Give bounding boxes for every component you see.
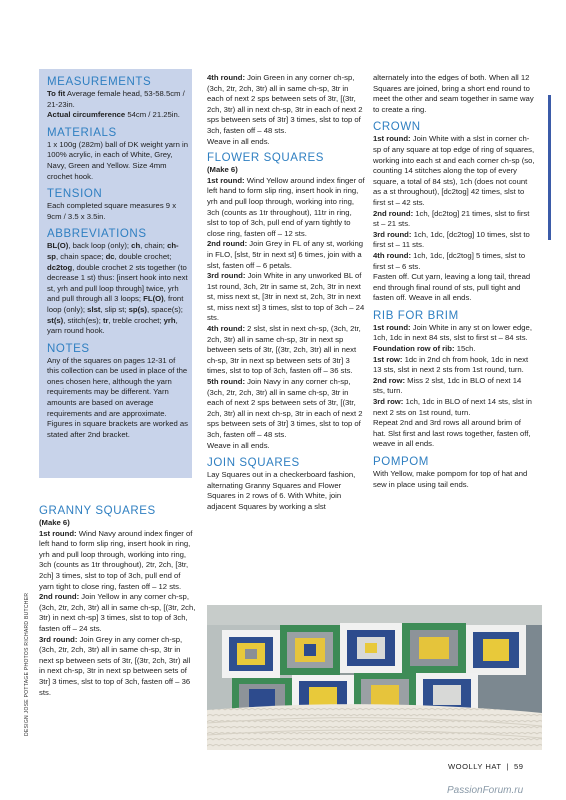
- round-text: 1dc in 2nd ch from hook, 1dc in next 13 sts, slst in next 2 sts from 1st round, turn.: [373, 354, 529, 375]
- round-label: 1st round:: [373, 134, 411, 144]
- round-text: 2 slst, slst in next ch-sp, (3ch, 2tr, 2ch, 3tr) all in same ch-sp, 3tr in next sp between sets of 3tr, [(3tr, 2ch, 3tr) all in next ch-sp, 3tr in next sp between sets of 3tr] 3 times, slst to top of 3ch, fasten off – 36 sts.: [207, 324, 361, 376]
- abbreviation-definition: , double crochet 2 sts together (to decrease 1 st) thus: [insert hook into next st, yrh and pull loop through] twice, yrh and pull through all 3 loops;: [47, 262, 188, 304]
- abbreviation-term: ch: [131, 241, 141, 251]
- instruction-round: [39, 592, 197, 634]
- round-label: 4th round:: [207, 73, 246, 82]
- tension-text: Each completed square measures 9 x 9cm / 3.5 x 3.5in.: [47, 201, 177, 221]
- round-label: 3rd round:: [39, 634, 78, 644]
- instruction-round: [373, 134, 535, 208]
- instruction-round: [207, 377, 365, 441]
- round-label: 1st round:: [207, 175, 245, 185]
- round-label: 1st row:: [373, 354, 403, 364]
- instruction-round: [373, 230, 535, 251]
- abbreviation-definition: , back loop (only);: [68, 241, 132, 251]
- instruction-round: [207, 441, 365, 452]
- round-text: Join Green in any corner ch-sp, (3ch, 2tr, 2ch, 3tr) all in same ch-sp, 3tr in each of next 2 sps between sets of 3tr, [(3tr, 2ch, 3tr) all in next ch-sp, 3tr in each of next 2 sps between sets of 3tr] 3 times, slst to top of 3ch, fasten off – 48 sts.: [207, 73, 363, 135]
- round-text: Repeat 2nd and 3rd rows all around brim of hat. Slst first and last rows together, fasten off, weave in all ends.: [373, 418, 531, 449]
- instruction-round: [373, 355, 535, 376]
- abbreviations-heading: ABBREVIATIONS: [47, 228, 147, 241]
- abbreviation-definition: , chain space;: [55, 251, 106, 261]
- sidebar-content: [47, 76, 189, 446]
- instruction-round: [207, 324, 365, 377]
- crown-heading: CROWN: [373, 121, 421, 134]
- crown-rounds: [373, 134, 535, 304]
- rib-heading: RIB FOR BRIM: [373, 309, 459, 322]
- round-text: 1ch, 1dc in BLO of next 14 sts, slst in next 2 sts on 1st round, turn.: [373, 397, 532, 417]
- abbreviation-term: dc: [105, 251, 115, 261]
- round-label: 3rd row:: [373, 397, 404, 407]
- round-text: Join Grey in any corner ch-sp, (3ch, 2tr, 2ch, 3tr) all in same ch-sp, 3tr in next sp between sets of 3tr, [(3tr, 2ch, 3tr) all in next ch-sp, 3tr in next sp between sets of 3tr] 3 times, slst to top of 3ch, fasten off – 36 sts.: [39, 634, 191, 697]
- abbreviation-definition: , double crochet;: [114, 251, 172, 261]
- instruction-round: [373, 251, 535, 272]
- round-text: 15ch.: [454, 344, 476, 354]
- round-text: Weave in all ends.: [207, 136, 270, 146]
- abbreviation-definition: , slip st;: [100, 304, 129, 314]
- abbreviation-term: BL(O): [47, 241, 69, 251]
- photo-credit: DESIGN JOSE POTTAGE PHOTOS RICHARD BUTCHER: [24, 592, 30, 736]
- footer-separator: |: [506, 762, 510, 771]
- join-section: [207, 457, 365, 512]
- granny-rounds-continued: [207, 73, 365, 147]
- granny-make: (Make 6): [39, 518, 70, 527]
- granny-heading: GRANNY SQUARES: [39, 505, 156, 517]
- tension-heading: TENSION: [47, 188, 103, 201]
- flower-heading: FLOWER SQUARES: [207, 152, 325, 165]
- round-label: 3rd round:: [207, 271, 246, 281]
- instruction-round: [373, 397, 535, 418]
- page-number: 59: [514, 762, 524, 771]
- granny-rounds: [39, 529, 197, 699]
- join-heading: JOIN SQUARES: [207, 457, 300, 470]
- round-label: 2nd round:: [373, 208, 414, 218]
- abbreviations-list: [47, 241, 189, 336]
- page-footer: [448, 762, 523, 771]
- abbreviation-term: FL(O): [143, 294, 164, 304]
- materials-heading: MATERIALS: [47, 126, 117, 139]
- round-label: 1st round:: [373, 322, 411, 332]
- round-text: Join Navy in any corner ch-sp, (3ch, 2tr, 2ch, 3tr) all in same ch-sp, 3tr in each of next 2 sps between sets of 3tr, [(3tr, 2ch, 3tr) all in next ch-sp, 3tr in each of next 2 sps between sets of 3tr] 3 times, slst to top of 3ch, fasten off – 48 sts.: [207, 377, 363, 439]
- fit-text: Average female head, 53-58.5cm / 21-23in.: [47, 89, 185, 109]
- round-text: Join Yellow in any corner ch-sp, (3ch, 2tr, 2ch, 3tr) all in same ch-sp, [(3tr, 2ch, 3tr) in next ch-sp] 3 times, slst to top of 3ch, fasten off – 24 sts.: [39, 592, 196, 633]
- materials-text: 1 x 100g (282m) ball of DK weight yarn in 100% acrylic, in each of White, Grey, Navy, Green and Yellow. Size 4mm crochet hook.: [47, 139, 189, 181]
- round-label: 1st round:: [39, 528, 77, 538]
- round-text: 1ch, 1dc, [dc2tog] 10 times, slst to first st – 11 sts.: [373, 229, 530, 250]
- round-label: 4th round:: [373, 250, 412, 260]
- round-text: 1ch, [dc2tog] 21 times, slst to first st – 21 sts.: [373, 208, 530, 229]
- rib-rounds: [373, 323, 535, 450]
- round-text: Wind Yellow around index finger of left hand to form slip ring, insert hook in ring, yrh and pull loop through, working into ring, 3ch (counts as 1tr throughout), 11tr in ring, slst to top of 3ch, pull end of yarn tightly to close ring, fasten off – 12 sts.: [207, 175, 365, 238]
- pompom-heading: POMPOM: [373, 456, 429, 468]
- instruction-round: [207, 176, 365, 240]
- column-2: [207, 73, 365, 519]
- fit-label: To fit: [47, 89, 66, 98]
- round-text: Join White with a slst in corner ch-sp of any square at top edge of ring of squares, working into each st and each corner ch-sp (so, counting 14 stitches along the top of every square, a total of 84 sts), 1ch (does not count as a st throughout), [dc2tog] 42 times, slst to first st – 42 sts.: [373, 134, 535, 207]
- abbreviation-definition: , front loop (only);: [47, 294, 184, 314]
- abbreviation-term: slst: [87, 304, 101, 314]
- instruction-round: [39, 529, 197, 593]
- instruction-round: [373, 209, 535, 230]
- materials-section: [47, 127, 189, 182]
- abbreviation-definition: , yarn round hook.: [47, 315, 178, 336]
- abbreviation-term: st(s): [47, 315, 64, 325]
- join-text-start: Lay Squares out in a checkerboard fashion, alternating Granny Squares and Flower Squares in 2 rows of 6. With White, join adjacent Squares by working a slst: [207, 470, 356, 511]
- circumference-label: Actual circumference: [47, 110, 126, 120]
- measurements-section: [47, 76, 189, 121]
- round-label: 4th round:: [207, 324, 246, 334]
- granny-section: [39, 505, 197, 698]
- round-text: Wind Navy around index finger of left hand to form slip ring, insert hook in ring, yrh and pull loop through, working into ring, 3ch (counts as 1tr throughout), 2tr, 2ch, [3tr, 2ch] 3 times, slst to top of 3ch, pull end of yarn tight to close ring, fasten off – 12 sts.: [39, 528, 193, 591]
- instruction-round: [373, 272, 535, 304]
- notes-heading: NOTES: [47, 342, 90, 355]
- round-text: Join White in any unworked BL of 1st round, 3ch, 2tr in same st, 2ch, 3tr in next st, miss next st, [3tr in next st, 2ch, 3tr in next st, miss next st] 3 times, slst to top of 3ch – 24 sts.: [207, 271, 365, 323]
- round-label: 5th round:: [207, 377, 246, 387]
- abbreviation-term: tr: [102, 315, 109, 325]
- instruction-round: [207, 73, 365, 137]
- notes-section: [47, 343, 189, 441]
- round-label: 2nd row:: [373, 375, 406, 385]
- watermark: PassionForum.ru: [447, 785, 524, 796]
- rib-section: [373, 310, 535, 450]
- round-label: 3rd round:: [373, 229, 412, 239]
- round-text: 1ch, 1dc, [dc2tog] 5 times, slst to first st – 6 sts.: [373, 250, 526, 271]
- abbreviation-term: sp(s): [128, 304, 147, 314]
- round-text: Miss 2 slst, 1dc in BLO of next 14 sts, turn.: [373, 375, 522, 396]
- abbreviation-term: yrh: [163, 315, 176, 325]
- instruction-round: [373, 418, 535, 450]
- abbreviation-term: dc2tog: [47, 262, 73, 272]
- abbreviation-definition: , chain;: [140, 241, 168, 251]
- abbreviation-definition: , space(s);: [147, 304, 183, 314]
- circumference-text: 54cm / 21.25in.: [125, 110, 180, 120]
- page-edge-accent: [548, 95, 551, 240]
- round-label: 2nd round:: [207, 239, 248, 249]
- instruction-round: [207, 271, 365, 324]
- round-text: Join White in any st on lower edge, 1ch, 1dc in next 84 sts, slst to first st – 84 sts.: [373, 322, 532, 343]
- abbreviation-definition: , stitch(es);: [63, 315, 103, 325]
- flower-section: [207, 152, 365, 451]
- instruction-round: [373, 323, 535, 344]
- abbreviations-section: [47, 228, 189, 336]
- round-text: Join Grey in FL of any st, working in FLO, [slst, 5tr in next st] 6 times, join with a slst, fasten off – 6 petals.: [207, 239, 364, 270]
- round-label: 2nd round:: [39, 592, 80, 602]
- round-text: Fasten off. Cut yarn, leaving a long tail, thread end through final round of sts, pull tight and fasten off. Weave in all ends.: [373, 272, 531, 303]
- circumference-line: [47, 110, 189, 121]
- instruction-round: [373, 344, 535, 355]
- crown-section: [373, 121, 535, 304]
- join-text-end: alternately into the edges of both. When all 12 Squares are joined, bring a short end round to meet the other and seam together in same way to create a ring.: [373, 73, 534, 114]
- flower-rounds: [207, 176, 365, 451]
- round-text: Weave in all ends.: [207, 440, 270, 450]
- tension-section: [47, 188, 189, 222]
- round-label: Foundation row of rib:: [373, 344, 455, 354]
- abbreviation-definition: , treble crochet;: [108, 315, 164, 325]
- measurements-heading: MEASUREMENTS: [47, 76, 152, 88]
- running-title: WOOLLY HAT: [448, 762, 502, 771]
- pompom-text: With Yellow, make pompom for top of hat and sew in place using tail ends.: [373, 469, 528, 489]
- instruction-round: [373, 376, 535, 397]
- abbreviation-term: ch-sp: [47, 241, 179, 261]
- instruction-round: [207, 137, 365, 148]
- hat-photo: [207, 605, 542, 750]
- instruction-round: [207, 239, 365, 271]
- notes-text: Any of the squares on pages 12-31 of this collection can be used in place of the ones chosen here, although the yarn requirements may be different. Yarn amounts are based on average requirements and are approximate. Figures in square brackets are worked as stated after 2nd bracket.: [47, 355, 189, 439]
- column-3: [373, 73, 535, 496]
- instruction-round: [39, 635, 197, 699]
- pompom-section: [373, 456, 535, 490]
- fit-line: [47, 89, 189, 110]
- flower-make: (Make 6): [207, 165, 238, 175]
